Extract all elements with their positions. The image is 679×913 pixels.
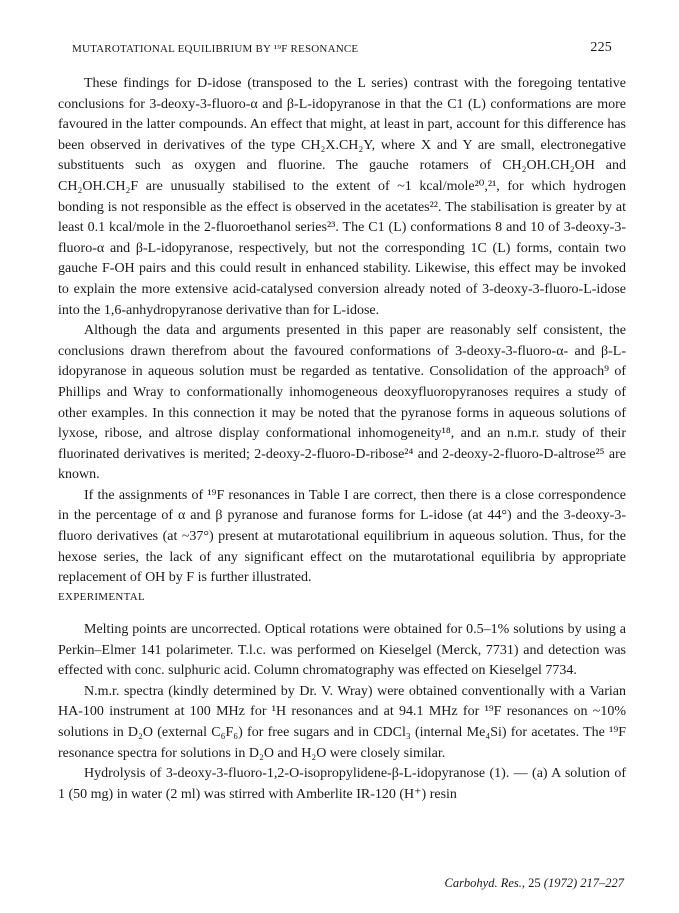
journal-citation <box>444 876 624 891</box>
paragraph-1: These findings for D-idose (transposed to the L series) contrast with the foregoing tentative conclusions for 3-deoxy-3-fluoro-α and β-L-idopyranose in that the C1 (L) conformations are more favoured in the latter compounds. An effect that might, at least in part, account for this difference has been observed in derivatives of the type CH₂X.CH₂Y, where X and Y are small, electronegative substituents such as oxygen and fluorine. The gauche rotamers of CH₂OH.CH₂OH and CH₂OH.CH₂F are unusually stabilised to the extent of ~1 kcal/mole²⁰,²¹, for which hydrogen bonding is not responsible as the effect is observed in the acetates²². The stabilisation is greater by at least 0.1 kcal/mole in the 2-fluoroethanol series²³. The C1 (L) conformations 8 and 10 of 3-deoxy-3-fluoro-α and β-L-idopyranose, respectively, but not the corresponding 1C (L) forms, contain two gauche F-OH pairs and this could result in enhanced stability. Likewise, this effect may be invoked to explain the more extensive acid-catalysed conversion already noted of 3-deoxy-3-fluoro-L-idose into the 1,6-anhydropyranose derivative than for L-idose. <box>58 76 626 318</box>
experimental-body <box>58 620 626 805</box>
experimental-paragraph-3: Hydrolysis of 3-deoxy-3-fluoro-1,2-O-isopropylidene-β-L-idopyranose (1). — (a) A solution of 1 (50 mg) in water (2 ml) was stirred with Amberlite IR-120 (H⁺) resin <box>58 766 626 802</box>
discussion-body <box>58 74 626 589</box>
paragraph-2: Although the data and arguments presented in this paper are reasonably self consistent, the conclusions drawn therefrom about the favoured conformations of 3-deoxy-3-fluoro-α- and β-L-idopyranose in aqueous solution must be regarded as tentative. Consolidation of the approach⁹ of Phillips and Wray to conformationally inhomogeneous deoxyfluoropyranoses requires a study of other examples. In this connection it may be noted that the pyranose forms in aqueous solutions of lyxose, ribose, and altrose display conformational inhomogeneity¹⁸, and an n.m.r. study of their fluorinated derivatives is merited; 2-deoxy-2-fluoro-D-ribose²⁴ and 2-deoxy-2-fluoro-D-altrose²⁵ are known. <box>58 323 626 483</box>
experimental-paragraph-1: Melting points are uncorrected. Optical rotations were obtained for 0.5–1% solutions by using a Perkin–Elmer 141 polarimeter. T.l.c. was performed on Kieselgel (Merck, 7731) and detection was effected with conc. sulphuric acid. Column chromatography was effected on Kieselgel 7734. <box>58 622 626 679</box>
page-number: 225 <box>590 40 612 55</box>
journal-name: Carbohyd. Res., <box>444 876 526 890</box>
running-head <box>72 40 612 60</box>
section-heading-experimental: EXPERIMENTAL <box>58 591 146 603</box>
journal-year-pages: (1972) 217–227 <box>543 876 624 890</box>
running-title: MUTAROTATIONAL EQUILIBRIUM BY ¹⁹F RESONANCE <box>72 43 359 55</box>
paragraph-3: If the assignments of ¹⁹F resonances in Table I are correct, then there is a close correspondence in the percentage of α and β pyranose and furanose forms for L-idose (at 44°) and the 3-deoxy-3-fluoro derivatives (at ~37°) present at mutarotational equilibrium in aqueous solution. Thus, for the hexose series, the lack of any significant effect on the mutarotational equilibria by appropriate replacement of OH by F is further illustrated. <box>58 487 626 586</box>
journal-volume: 25 <box>528 876 541 890</box>
experimental-paragraph-2: N.m.r. spectra (kindly determined by Dr. V. Wray) were obtained conventionally with a Varian HA-100 instrument at 100 MHz for ¹H resonances and at 94.1 MHz for ¹⁹F resonances on ~10% solutions in D₂O (external C₆F₆) for free sugars and in CDCl₃ (internal Me₄Si) for acetates. The ¹⁹F resonance spectra for solutions in D₂O and H₂O were closely similar. <box>58 683 626 761</box>
